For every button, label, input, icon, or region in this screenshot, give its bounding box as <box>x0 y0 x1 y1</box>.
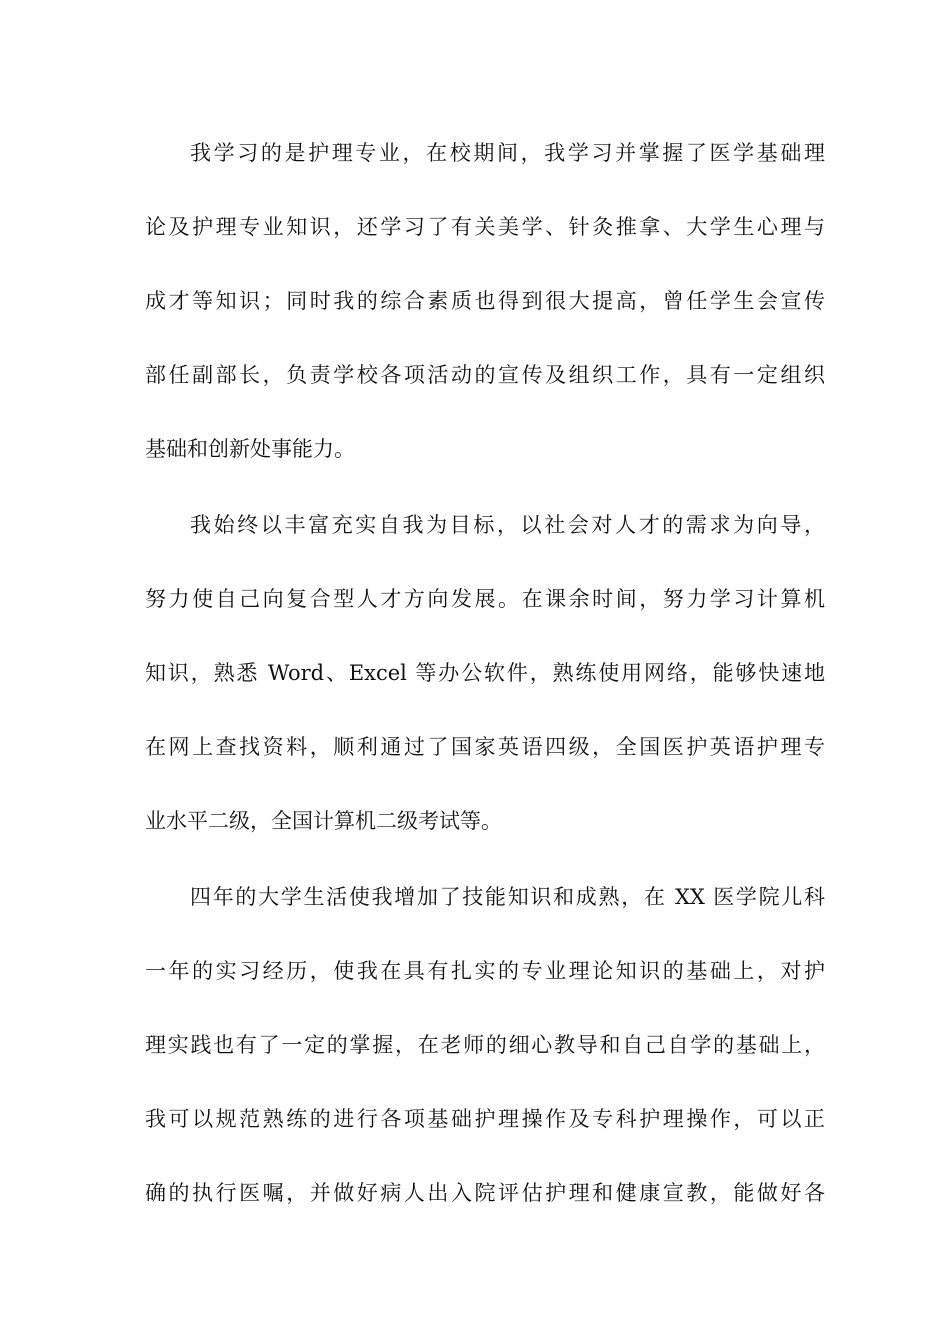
paragraph-2-line-5: 业水平二级，全国计算机二级考试等。 <box>145 809 502 833</box>
paragraph-2-line-2: 努力使自己向复合型人才方向发展。在课余时间，努力学习计算机 <box>145 587 825 611</box>
paragraph-1-line-2: 论及护理专业知识，还学习了有关美学、针灸推拿、大学生心理与 <box>145 215 825 239</box>
paragraph-1-line-5: 基础和创新处事能力。 <box>145 437 355 461</box>
paragraph-2-line-3: 知识，熟悉 Word、Excel 等办公软件，熟练使用网络，能够快速地 <box>145 661 825 685</box>
paragraph-2-line-1: 我始终以丰富充实自我为目标，以社会对人才的需求为向导， <box>190 513 825 537</box>
paragraph-3-line-2: 一年的实习经历，使我在具有扎实的专业理论知识的基础上，对护 <box>145 959 825 983</box>
paragraph-3-line-5: 确的执行医嘱，并做好病人出入院评估护理和健康宣教，能做好各 <box>145 1181 825 1205</box>
paragraph-1-line-4: 部任副部长，负责学校各项活动的宣传及组织工作，具有一定组织 <box>145 363 825 387</box>
paragraph-1-line-1: 我学习的是护理专业，在校期间，我学习并掌握了医学基础理 <box>190 141 825 165</box>
paragraph-3-line-1: 四年的大学生活使我增加了技能知识和成熟，在 XX 医学院儿科 <box>190 885 825 909</box>
paragraph-2-line-4: 在网上查找资料，顺利通过了国家英语四级，全国医护英语护理专 <box>145 735 825 759</box>
paragraph-3-line-4: 我可以规范熟练的进行各项基础护理操作及专科护理操作，可以正 <box>145 1107 825 1131</box>
paragraph-1-line-3: 成才等知识；同时我的综合素质也得到很大提高，曾任学生会宣传 <box>145 289 825 313</box>
paragraph-3-line-3: 理实践也有了一定的掌握，在老师的细心教导和自己自学的基础上， <box>145 1033 825 1057</box>
